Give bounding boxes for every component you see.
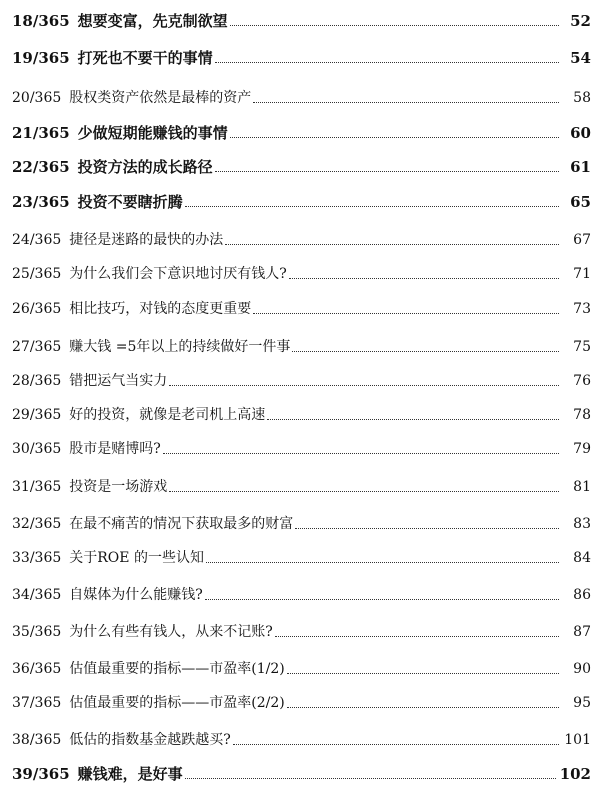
dot-leader [206, 562, 559, 563]
entry-title: 打死也不要干的事情 [77, 49, 213, 67]
toc-entry-38[interactable] [12, 723, 591, 749]
entry-page: 65 [570, 193, 591, 211]
toc-entry-32[interactable] [12, 507, 591, 533]
toc-entry-23[interactable] [12, 185, 591, 211]
entry-number: 28/365 [12, 373, 62, 389]
toc-entry-22[interactable] [12, 150, 591, 176]
toc-entry-33[interactable] [12, 541, 591, 567]
entry-number: 39/365 [12, 765, 70, 783]
entry-number: 22/365 [12, 158, 70, 176]
dot-leader [230, 25, 559, 26]
toc-entry-24[interactable] [12, 223, 591, 249]
dot-leader [287, 707, 559, 708]
entry-number: 37/365 [12, 695, 62, 711]
entry-number: 18/365 [12, 12, 70, 30]
entry-page: 83 [573, 516, 591, 532]
entry-number: 23/365 [12, 193, 70, 211]
entry-page: 102 [559, 765, 591, 783]
toc-entry-27[interactable] [12, 330, 591, 356]
entry-page: 54 [570, 49, 591, 67]
toc-entry-37[interactable] [12, 686, 591, 712]
dot-leader [169, 385, 559, 386]
entry-title: 估值最重要的指标——市盈率(2/2) [69, 695, 285, 711]
entry-title: 赚大钱 =5年以上的持续做好一件事 [69, 339, 291, 355]
entry-number: 35/365 [12, 624, 62, 640]
toc-entry-39[interactable] [12, 757, 591, 783]
dot-leader [287, 673, 559, 674]
toc-entry-30[interactable] [12, 432, 591, 458]
dot-leader [267, 419, 559, 420]
toc-entry-36[interactable] [12, 652, 591, 678]
entry-title: 捷径是迷路的最快的办法 [69, 232, 224, 248]
entry-page: 61 [570, 158, 591, 176]
entry-number: 36/365 [12, 661, 62, 677]
dot-leader [253, 313, 559, 314]
entry-page: 67 [573, 232, 591, 248]
entry-title: 在最不痛苦的情况下获取最多的财富 [69, 516, 294, 532]
entry-page: 90 [573, 661, 591, 677]
entry-title: 错把运气当实力 [69, 373, 168, 389]
entry-page: 86 [573, 587, 591, 603]
entry-title: 股权类资产依然是最棒的资产 [69, 90, 252, 106]
toc-entry-34[interactable] [12, 578, 591, 604]
entry-number: 31/365 [12, 479, 62, 495]
entry-page: 95 [573, 695, 591, 711]
dot-leader [169, 491, 559, 492]
entry-number: 24/365 [12, 232, 62, 248]
entry-title: 估值最重要的指标——市盈率(1/2) [69, 661, 285, 677]
entry-number: 33/365 [12, 550, 62, 566]
entry-page: 78 [573, 407, 591, 423]
entry-page: 101 [564, 732, 591, 748]
dot-leader [185, 206, 559, 207]
dot-leader [185, 778, 556, 779]
dot-leader [215, 171, 559, 172]
entry-title: 相比技巧，对钱的态度更重要 [69, 301, 252, 317]
dot-leader [295, 528, 559, 529]
toc-entry-20[interactable] [12, 81, 591, 107]
entry-page: 79 [573, 441, 591, 457]
entry-number: 32/365 [12, 516, 62, 532]
entry-title: 低估的指数基金越跌越买? [69, 732, 231, 748]
entry-number: 21/365 [12, 124, 70, 142]
entry-number: 38/365 [12, 732, 62, 748]
entry-title: 好的投资，就像是老司机上高速 [69, 407, 266, 423]
toc-entry-35[interactable] [12, 615, 591, 641]
entry-title: 投资方法的成长路径 [77, 158, 213, 176]
entry-page: 73 [573, 301, 591, 317]
dot-leader [275, 636, 559, 637]
entry-title: 为什么我们会下意识地讨厌有钱人? [69, 266, 287, 282]
entry-title: 投资是一场游戏 [69, 479, 168, 495]
toc-entry-21[interactable] [12, 116, 591, 142]
entry-page: 60 [570, 124, 591, 142]
entry-page: 75 [573, 339, 591, 355]
entry-title: 少做短期能赚钱的事情 [77, 124, 228, 142]
entry-title: 自媒体为什么能赚钱? [69, 587, 203, 603]
entry-number: 26/365 [12, 301, 62, 317]
entry-number: 25/365 [12, 266, 62, 282]
entry-title: 投资不要瞎折腾 [77, 193, 183, 211]
entry-title: 股市是赌博吗? [69, 441, 161, 457]
dot-leader [225, 244, 559, 245]
dot-leader [205, 599, 559, 600]
toc-entry-31[interactable] [12, 470, 591, 496]
dot-leader [230, 137, 559, 138]
entry-number: 27/365 [12, 339, 62, 355]
entry-title: 为什么有些有钱人，从来不记账? [69, 624, 273, 640]
entry-page: 52 [570, 12, 591, 30]
entry-title: 关于ROE 的一些认知 [69, 550, 204, 566]
entry-title: 想要变富，先克制欲望 [77, 12, 228, 30]
dot-leader [233, 744, 559, 745]
toc-entry-25[interactable] [12, 257, 591, 283]
toc-entry-18[interactable] [12, 4, 591, 30]
entry-page: 81 [573, 479, 591, 495]
toc-entry-19[interactable] [12, 41, 591, 67]
dot-leader [289, 278, 559, 279]
entry-page: 76 [573, 373, 591, 389]
entry-number: 34/365 [12, 587, 62, 603]
entry-page: 71 [573, 266, 591, 282]
dot-leader [292, 351, 559, 352]
entry-number: 30/365 [12, 441, 62, 457]
entry-number: 29/365 [12, 407, 62, 423]
dot-leader [215, 62, 559, 63]
entry-number: 20/365 [12, 90, 62, 106]
toc-entry-28[interactable] [12, 364, 591, 390]
toc-entry-29[interactable] [12, 398, 591, 424]
dot-leader [163, 453, 559, 454]
entry-title: 赚钱难，是好事 [77, 765, 183, 783]
entry-page: 58 [573, 90, 591, 106]
entry-number: 19/365 [12, 49, 70, 67]
toc-entry-26[interactable] [12, 292, 591, 318]
entry-page: 87 [573, 624, 591, 640]
dot-leader [253, 102, 559, 103]
entry-page: 84 [573, 550, 591, 566]
